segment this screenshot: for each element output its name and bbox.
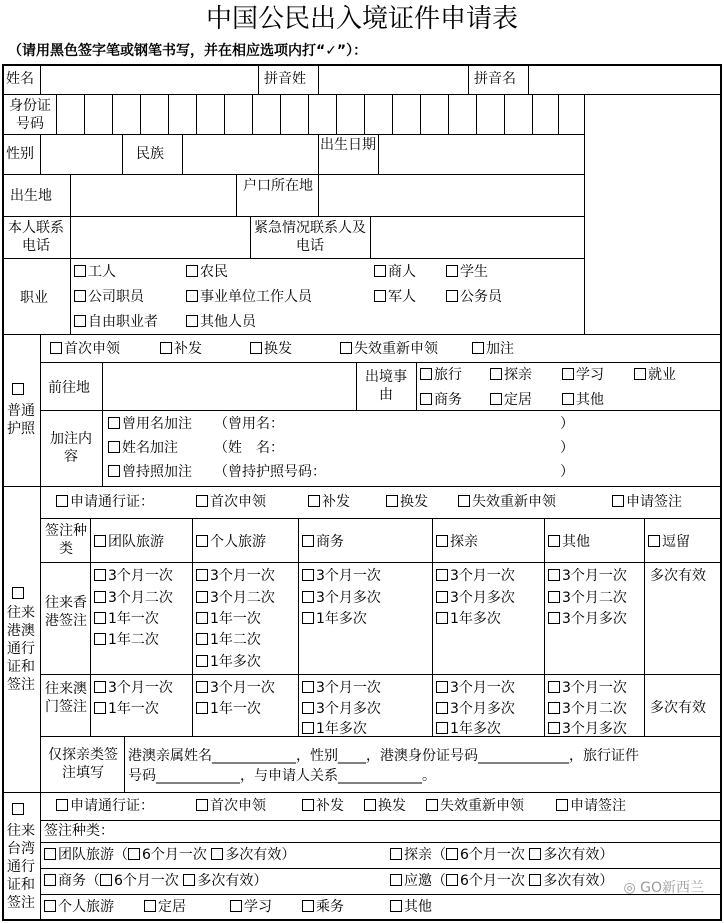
occ-institution-checkbox[interactable]: 事业单位工作人员 [186,287,312,307]
endorse-content-label: 加注内容 [50,431,92,465]
checkbox-icon [186,290,198,302]
checkbox-icon [364,799,376,811]
checkbox-icon [436,591,448,603]
checkbox-icon [94,535,106,547]
endorse-former-name-detail: （曾用名： [214,416,284,432]
family-info-line1[interactable]: 港澳亲属姓名____________，性别____，港澳身份证号码_____________，旅行证件 [128,748,639,764]
checkbox-icon [436,612,448,624]
tw-individual-checkbox[interactable]: 个人旅游 [44,897,114,917]
checkbox-icon [562,393,574,405]
checkbox-icon [74,265,86,277]
checkbox-icon [12,803,24,815]
checkbox-icon [196,799,208,811]
passport-section-label: 普通护照 [7,403,35,437]
checkbox-icon [529,874,541,886]
taiwan-section-label: 往来台湾通行证和签注 [7,823,35,911]
checkbox-icon [94,612,106,624]
checkbox-icon [94,681,106,693]
checkbox-icon [196,591,208,603]
checkbox-icon [548,612,560,624]
checkbox-icon [94,591,106,603]
checkbox-icon [196,633,208,645]
hk-group-opt[interactable]: 3个月二次 [94,588,173,608]
mo-business-opt[interactable]: 3个月多次 [302,699,381,719]
hkmo-stay-checkbox[interactable]: 逗留 [648,532,690,552]
checkbox-icon [548,591,560,603]
ethnicity-label: 民族 [136,146,164,162]
mo-other-opt[interactable]: 3个月多次 [548,719,627,739]
checkbox-icon [426,799,438,811]
hk-group-opt[interactable]: 1年二次 [94,630,159,650]
hk-business-opt[interactable]: 3个月一次 [302,566,381,586]
checkbox-icon [196,535,208,547]
phone-label: 本人联系电话 [8,220,64,254]
checkbox-icon [302,612,314,624]
checkbox-icon [302,535,314,547]
checkbox-icon [302,722,314,734]
macau-endorse-label: 往来澳门签注 [45,681,87,715]
passport-renew-checkbox[interactable]: 换发 [250,339,292,359]
checkbox-icon [94,702,106,714]
checkbox-icon [548,722,560,734]
hkmo-type-label: 签注种类 [45,523,87,557]
occ-other-checkbox[interactable]: 其他人员 [186,312,256,332]
id-number-label: 身份证号码 [9,98,51,132]
endorse-name-close: ） [560,440,574,456]
hk-individual-opt[interactable]: 1年一次 [196,609,261,629]
pinyin-surname-label: 拼音姓 [264,71,306,87]
passport-section-checkbox[interactable] [12,380,26,400]
mo-family-opt[interactable]: 3个月一次 [436,678,515,698]
hkmo-endorse-apply-checkbox[interactable]: 申请签注 [612,492,682,512]
hk-other-opt[interactable]: 3个月一次 [548,566,627,586]
checkbox-icon [436,722,448,734]
mo-family-opt[interactable]: 3个月多次 [436,699,515,719]
checkbox-icon [94,569,106,581]
endorse-name-detail: （姓 名： [214,440,284,456]
checkbox-icon [386,495,398,507]
passport-reissue-checkbox[interactable]: 补发 [160,339,202,359]
endorse-old-passport-close: ） [560,464,574,480]
mo-other-opt[interactable]: 3个月二次 [548,699,627,719]
tw-group-checkbox[interactable]: 团队旅游（ 6个月一次 多次有效） [44,845,295,865]
checkbox-icon [108,417,120,429]
checkbox-icon [302,900,314,912]
checkbox-icon [183,874,195,886]
watermark-logo: ◎ GO新西兰 [623,880,704,896]
checkbox-icon [648,535,660,547]
occ-student-checkbox[interactable]: 学生 [446,262,488,282]
checkbox-icon [490,368,502,380]
checkbox-icon [144,900,156,912]
tw-study-checkbox[interactable]: 学习 [230,897,272,917]
checkbox-icon [458,495,470,507]
purpose-label: 出境事由 [365,369,407,403]
checkbox-icon [302,799,314,811]
checkbox-icon [196,655,208,667]
checkbox-icon [548,681,560,693]
checkbox-icon [100,874,112,886]
form-title: 中国公民出入境证件申请表 [205,4,518,34]
hk-individual-opt[interactable]: 1年二次 [196,630,261,650]
gender-label: 性别 [6,146,34,162]
mo-business-opt[interactable]: 1年多次 [302,719,367,739]
checkbox-icon [250,342,262,354]
occ-freelancer-checkbox[interactable]: 自由职业者 [74,312,158,332]
checkbox-icon [446,290,458,302]
mo-business-opt[interactable]: 3个月一次 [302,678,381,698]
passport-first-checkbox[interactable]: 首次申领 [50,339,120,359]
checkbox-icon [128,848,140,860]
hkmo-invalid-checkbox[interactable]: 失效重新申领 [458,492,556,512]
checkbox-icon [446,265,458,277]
form-instruction: （请用黑色签字笔或钢笔书写，并在相应选项内打“✓”）： [8,43,368,59]
tw-settle-checkbox[interactable]: 定居 [144,897,186,917]
checkbox-icon [548,569,560,581]
endorse-former-name-close: ） [560,416,574,432]
taiwan-section-checkbox[interactable] [12,800,26,820]
checkbox-icon [302,591,314,603]
checkbox-icon [56,495,68,507]
checkbox-icon [74,290,86,302]
hkmo-reissue-checkbox[interactable]: 补发 [308,492,350,512]
mo-stay-text: 多次有效 [650,700,706,716]
hkmo-renew-checkbox[interactable]: 换发 [386,492,428,512]
checkbox-icon [548,535,560,547]
tw-reissue-checkbox[interactable]: 补发 [302,796,344,816]
checkbox-icon [420,368,432,380]
checkbox-icon [446,848,458,860]
checkbox-icon [472,342,484,354]
hkmo-family-checkbox[interactable]: 探亲 [436,532,478,552]
checkbox-icon [390,848,402,860]
purpose-work-checkbox[interactable]: 就业 [634,365,676,385]
checkbox-icon [108,465,120,477]
pinyin-given-label: 拼音名 [474,71,516,87]
mo-individual-opt[interactable]: 3个月一次 [196,678,275,698]
checkbox-icon [196,569,208,581]
checkbox-icon [302,569,314,581]
checkbox-icon [634,368,646,380]
checkbox-icon [74,315,86,327]
checkbox-icon [374,265,386,277]
checkbox-icon [436,702,448,714]
hk-other-opt[interactable]: 3个月二次 [548,588,627,608]
name-field[interactable] [42,66,256,92]
checkbox-icon [44,900,56,912]
checkbox-icon [436,681,448,693]
tw-crew-checkbox[interactable]: 乘务 [302,897,344,917]
checkbox-icon [302,702,314,714]
tw-family-checkbox[interactable]: 探亲（ 6个月一次 多次有效） [390,845,613,865]
purpose-business-checkbox[interactable]: 商务 [420,390,462,410]
wechat-icon: ◎ [623,880,636,896]
family-info-line2[interactable]: 号码____________，与申请人关系____________。 [128,768,436,784]
checkbox-icon [548,702,560,714]
occupation-label: 职业 [20,290,48,306]
mo-group-opt[interactable]: 1年一次 [94,699,159,719]
checkbox-icon [230,900,242,912]
checkbox-icon [44,874,56,886]
hk-individual-opt[interactable]: 1年多次 [196,652,261,672]
occ-company-checkbox[interactable]: 公司职员 [74,287,144,307]
birth-date-label: 出生日期 [320,137,376,153]
checkbox-icon [612,495,624,507]
occ-military-checkbox[interactable]: 军人 [374,287,416,307]
checkbox-icon [436,569,448,581]
hkmo-permit-checkbox[interactable]: 申请通行证： [56,492,154,512]
occ-worker-checkbox[interactable]: 工人 [74,262,116,282]
checkbox-icon [108,441,120,453]
family-only-label: 仅探亲类签注填写 [48,747,118,781]
hukou-label: 户口所在地 [243,178,313,194]
emergency-label: 紧急情况联系人及电话 [254,220,366,254]
purpose-family-checkbox[interactable]: 探亲 [490,365,532,385]
tw-first-checkbox[interactable]: 首次申领 [196,796,266,816]
hk-family-opt[interactable]: 3个月一次 [436,566,515,586]
checkbox-icon [562,368,574,380]
checkbox-icon [556,799,568,811]
hk-family-opt[interactable]: 1年多次 [436,609,501,629]
checkbox-icon [196,612,208,624]
hk-business-opt[interactable]: 1年多次 [302,609,367,629]
tw-endorse-apply-checkbox[interactable]: 申请签注 [556,796,626,816]
hk-family-opt[interactable]: 3个月多次 [436,588,515,608]
checkbox-icon [420,393,432,405]
checkbox-icon [211,848,223,860]
hk-business-opt[interactable]: 3个月多次 [302,588,381,608]
hkmo-section-checkbox[interactable] [12,584,26,604]
occ-civil-servant-checkbox[interactable]: 公务员 [446,287,502,307]
endorse-old-passport-detail: （曾持护照号码： [214,464,326,480]
checkbox-icon [196,495,208,507]
tw-type-title: 签注种类： [44,823,114,839]
tw-invited-checkbox[interactable]: 应邀（ 6个月一次 多次有效） [390,871,613,891]
tw-other-checkbox[interactable]: 其他 [390,897,432,917]
hkmo-first-checkbox[interactable]: 首次申领 [196,492,266,512]
name-label: 姓名 [6,71,34,87]
hkmo-section-label: 往来港澳通行证和签注 [7,605,35,693]
hk-endorse-label: 往来香港签注 [45,595,87,629]
passport-endorse-checkbox[interactable]: 加注 [472,339,514,359]
hkmo-other-checkbox[interactable]: 其他 [548,532,590,552]
checkbox-icon [186,265,198,277]
endorse-old-passport-checkbox[interactable]: 曾持照加注 [108,462,192,482]
endorse-name-checkbox[interactable]: 姓名加注 [108,438,178,458]
hkmo-individual-checkbox[interactable]: 个人旅游 [196,532,266,552]
tw-invalid-checkbox[interactable]: 失效重新申领 [426,796,524,816]
checkbox-icon [529,848,541,860]
hk-individual-opt[interactable]: 3个月一次 [196,566,275,586]
hk-individual-opt[interactable]: 3个月二次 [196,588,275,608]
checkbox-icon [374,290,386,302]
mo-other-opt[interactable]: 3个月一次 [548,678,627,698]
purpose-study-checkbox[interactable]: 学习 [562,365,604,385]
purpose-travel-checkbox[interactable]: 旅行 [420,365,462,385]
checkbox-icon [436,535,448,547]
hk-stay-text: 多次有效 [650,568,706,584]
checkbox-icon [186,315,198,327]
hkmo-group-checkbox[interactable]: 团队旅游 [94,532,164,552]
checkbox-icon [490,393,502,405]
mo-group-opt[interactable]: 3个月一次 [94,678,173,698]
hk-group-opt[interactable]: 1年一次 [94,609,159,629]
checkbox-icon [94,633,106,645]
hk-other-opt[interactable]: 3个月多次 [548,609,627,629]
checkbox-icon [12,587,24,599]
passport-invalid-checkbox[interactable]: 失效重新申领 [340,339,438,359]
checkbox-icon [390,900,402,912]
checkbox-icon [446,874,458,886]
checkbox-icon [308,495,320,507]
checkbox-icon [12,383,24,395]
purpose-other-checkbox[interactable]: 其他 [562,390,604,410]
purpose-settle-checkbox[interactable]: 定居 [490,390,532,410]
checkbox-icon [302,681,314,693]
tw-renew-checkbox[interactable]: 换发 [364,796,406,816]
checkbox-icon [390,874,402,886]
checkbox-icon [56,799,68,811]
birthplace-label: 出生地 [10,188,52,204]
checkbox-icon [196,681,208,693]
endorse-former-name-checkbox[interactable]: 曾用名加注 [108,414,192,434]
tw-business-checkbox[interactable]: 商务（ 6个月一次 多次有效） [44,871,267,891]
occ-farmer-checkbox[interactable]: 农民 [186,262,228,282]
destination-label: 前往地 [48,380,90,396]
mo-individual-opt[interactable]: 1年一次 [196,699,261,719]
mo-family-opt[interactable]: 1年多次 [436,719,501,739]
tw-permit-checkbox[interactable]: 申请通行证： [56,796,154,816]
hk-group-opt[interactable]: 3个月一次 [94,566,173,586]
occ-merchant-checkbox[interactable]: 商人 [374,262,416,282]
checkbox-icon [340,342,352,354]
checkbox-icon [196,702,208,714]
hkmo-business-checkbox[interactable]: 商务 [302,532,344,552]
checkbox-icon [160,342,172,354]
checkbox-icon [50,342,62,354]
checkbox-icon [44,848,56,860]
